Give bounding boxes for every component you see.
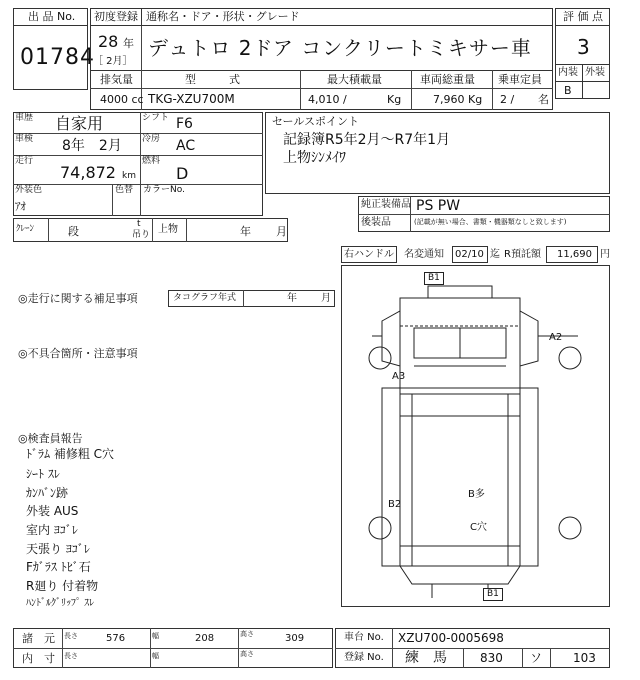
height: 309 [285,633,305,644]
ac: AC [176,138,196,154]
fuel-label: 燃料 [142,156,161,166]
model-name-label: 通称名・ドア・形状・グレード [146,10,300,23]
max-load-label: 最大積載量 [327,73,382,86]
ext-color: ｱｵ [15,200,26,213]
gross-weight: 7,960 Kg [433,93,483,106]
right-hand: 右ハンドル [344,249,394,260]
reg-kana: ソ [530,651,543,665]
max-load-unit: Kg [387,93,402,106]
type: TKG-XZU700M [148,92,235,106]
crane-stage: 段 [68,225,79,238]
displacement: 4000 cc [100,93,144,106]
displacement-label: 排気量 [100,73,133,86]
capacity-unit: 名 [538,93,549,106]
recycle-amount: 11,690 [557,249,592,260]
mark-front: B1 [424,272,444,285]
color-change-label: 色替 [115,185,134,195]
inspector-line-5: 室内 ﾖｺﾞﾚ [26,523,78,537]
crane-ton: t [137,219,141,229]
history: 自家用 [55,114,104,133]
ext-color-label: 外装色 [15,185,43,195]
reg-area: 練 馬 [405,650,447,666]
mark-body-b: B多 [468,489,485,500]
exterior-label: 外装 [585,67,605,78]
width: 208 [195,633,215,644]
interior-width-label: 幅 [152,652,159,660]
inspector-line-1: ﾄﾞﾗﾑ 補修粗 C穴 [26,447,115,461]
first-reg-label: 初度登録 [94,10,138,23]
reg-year: 28 [98,32,119,51]
interior-grade: B [564,84,572,97]
inspector-line-6: 天張り ﾖｺﾞﾚ [26,542,90,556]
interior-dims-label: 内 寸 [22,652,55,665]
name-change-date: 02/10 [455,249,484,260]
crane-hang: 吊り [132,230,151,240]
recycle-label: R預託額 [504,249,541,260]
width-label: 幅 [152,632,159,640]
inspection: 8年 2月 [62,138,122,154]
mark-right-front: A2 [549,332,563,343]
reg-month: ［ 2月］ [93,56,133,67]
reg-number: 103 [573,651,596,665]
chassis-label: 車台 No. [344,632,384,643]
interior-height-label: 高さ [240,650,254,658]
inspection-label: 車検 [15,134,34,144]
score-label: 評 価 点 [563,10,603,23]
gross-weight-label: 車両総重量 [420,73,475,86]
shift: F6 [176,116,193,132]
lot-no-label: 出 品 No. [28,10,76,23]
inspector-line-2: ｼｰﾄ ｽﾚ [26,467,60,481]
mileage-unit: km [122,171,136,181]
recycle-unit: 円 [600,249,610,260]
details-block [13,112,263,216]
sales-points-label: セールスポイント [272,115,360,128]
mark-rear: B1 [483,588,503,601]
upper-year: 年 [240,225,251,238]
history-label: 車歴 [15,113,34,123]
crane-label: ｸﾚｰﾝ [16,224,35,234]
capacity: 2 / [500,93,515,106]
mileage: 74,872 [60,163,116,182]
upper-label: 上物 [158,224,178,235]
equipment-label: 純正装備品 [361,199,411,210]
inspector-line-8: R廻り 付着物 [26,579,99,593]
shift-label: シフト [142,113,170,123]
damage-diagram [341,265,610,607]
length-label: 長さ [64,632,78,640]
type-label: 型 式 [185,73,240,86]
tachograph-label: タコグラフ年式 [173,293,237,303]
after-label: 後装品 [361,217,391,228]
after-note: (記載が無い場合、書類・機器類なしと致します) [414,218,567,226]
equipment-value: PS PW [416,198,461,214]
deadline: 迄 [490,249,500,260]
capacity-label: 乗車定員 [498,73,542,86]
inspector-line-7: Fｶﾞﾗｽ ﾄﾋﾞ石 [26,560,91,574]
inspector-line-4: 外装 AUS [26,504,79,518]
max-load: 4,010 / [308,93,347,106]
reg-class: 830 [480,651,503,665]
dims-label: 諸 元 [22,632,55,645]
ac-label: 冷房 [142,134,161,144]
driving-supplement-label: ◎走行に関する補足事項 [18,292,138,305]
lot-no: 01784 [20,45,95,70]
exterior-grade-box [582,81,610,99]
name-change: 名変通知 [404,249,444,260]
interior-label: 内装 [558,67,578,78]
length: 576 [106,633,126,644]
fuel: D [176,164,189,183]
truck-outline-icon [342,266,609,606]
tachograph-year: 年 [287,293,297,304]
interior-length-label: 長さ [64,652,78,660]
mileage-label: 走行 [15,156,34,166]
color-no-label: カラーNo. [143,185,185,195]
reg-year-unit: 年 [123,37,134,50]
mark-left-rear: B2 [388,499,402,510]
height-label: 高さ [240,630,254,638]
upper-month: 月 [276,225,287,238]
vehicle-name: デュトロ 2ドア コンクリートミキサー車 [148,36,532,60]
reg-label: 登録 No. [344,652,384,663]
inspector-label: ◎検査員報告 [18,432,83,445]
mark-body-c: C穴 [470,522,487,533]
sales-point-line-1: 記録簿R5年2月～R7年1月 [283,132,451,148]
inspector-line-3: ｶﾝﾊﾞﾝ跡 [26,486,69,500]
sales-point-line-2: 上物ｼﾝﾒｲﾜ [283,150,346,166]
chassis: XZU700-0005698 [398,631,504,645]
defects-label: ◎不具合箇所・注意事項 [18,347,138,360]
tachograph-month: 月 [321,293,331,304]
score: 3 [577,35,590,59]
mark-left-front: A3 [392,371,406,382]
inspector-line-9: ﾊﾝﾄﾞﾙｸﾞﾘｯﾌﾟ ｽﾚ [26,598,95,609]
